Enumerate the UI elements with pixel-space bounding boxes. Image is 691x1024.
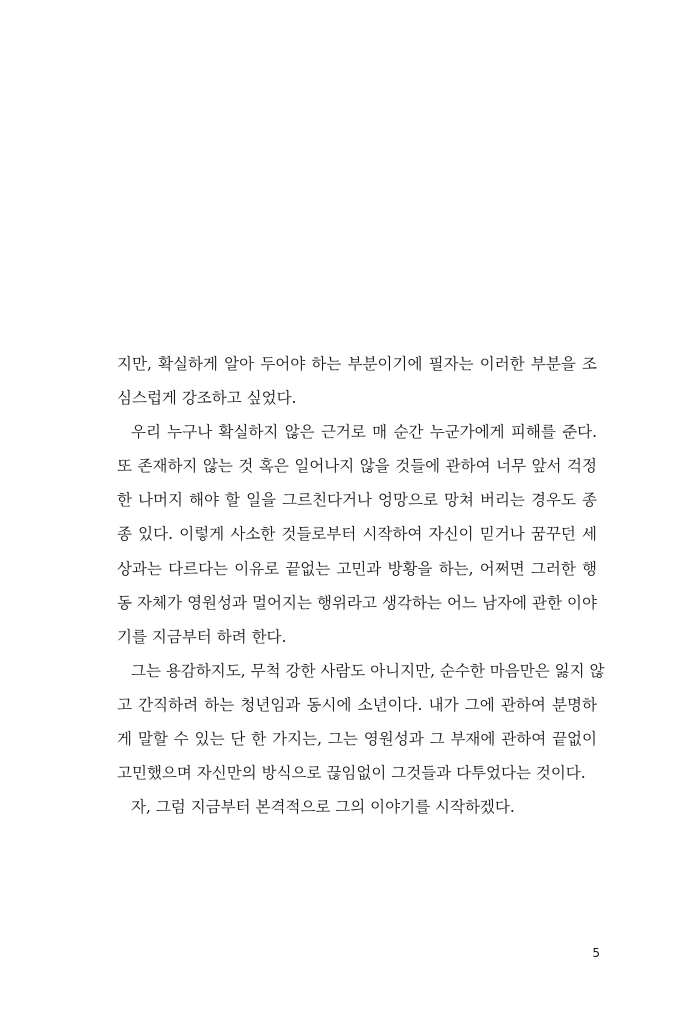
text-line: 종 있다. 이렇게 사소한 것들로부터 시작하여 자신이 믿거나 꿈꾸던 세 xyxy=(117,525,597,544)
text-line: 동 자체가 영원성과 멀어지는 행위라고 생각하는 어느 남자에 관한 이야 xyxy=(117,593,597,612)
text-line: 또 존재하지 않는 것 혹은 일어나지 않을 것들에 관하여 너무 앞서 걱정 xyxy=(117,457,597,476)
text-line: 고민했으며 자신만의 방식으로 끊임없이 그것들과 다투었다는 것이다. xyxy=(117,764,586,783)
text-line: 고 간직하려 하는 청년임과 동시에 소년이다. 내가 그에 관하여 분명하 xyxy=(117,695,597,714)
text-line: 그는 용감하지도, 무척 강한 사람도 아니지만, 순수한 마음만은 잃지 않 xyxy=(131,661,605,680)
paragraph-1 xyxy=(117,347,597,415)
text-line: 한 나머지 해야 할 일을 그르친다거나 엉망으로 망쳐 버리는 경우도 종 xyxy=(117,491,597,510)
page-number: 5 xyxy=(592,946,600,960)
text-line: 심스럽게 강조하고 싶었다. xyxy=(117,389,297,408)
text-line: 게 말할 수 있는 단 한 가지는, 그는 영원성과 그 부재에 관하여 끝없이 xyxy=(117,730,597,749)
paragraph-3 xyxy=(117,654,605,790)
text-line: 우리 누구나 확실하지 않은 근거로 매 순간 누군가에게 피해를 준다. xyxy=(131,423,597,442)
text-line: 기를 지금부터 하려 한다. xyxy=(117,627,287,646)
body-text xyxy=(117,347,605,824)
text-line: 지만, 확실하게 알아 두어야 하는 부분이기에 필자는 이러한 부분을 조 xyxy=(117,355,597,373)
text-line: 자, 그럼 지금부터 본격적으로 그의 이야기를 시작하겠다. xyxy=(131,798,515,817)
paragraph-4 xyxy=(117,790,597,824)
text-line: 상과는 다르다는 이유로 끝없는 고민과 방황을 하는, 어쩌면 그러한 행 xyxy=(117,559,597,578)
paragraph-2 xyxy=(117,415,597,654)
